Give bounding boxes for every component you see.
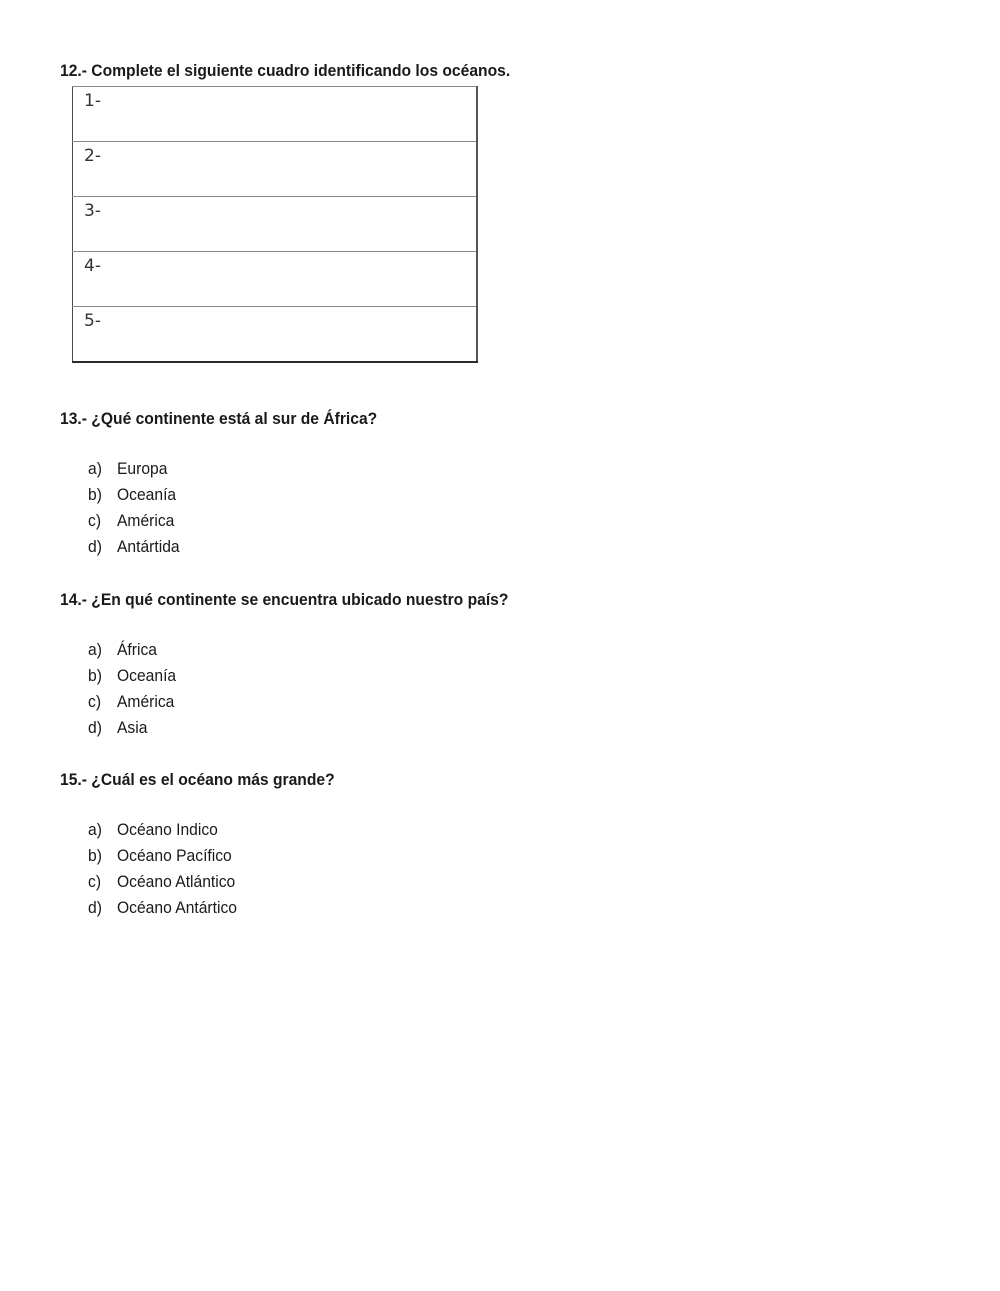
table-row bbox=[73, 197, 478, 252]
option-c[interactable] bbox=[88, 689, 181, 715]
option-text: Oceanía bbox=[117, 666, 177, 685]
answer-cell-4[interactable]: 4- bbox=[73, 252, 478, 307]
option-c[interactable] bbox=[88, 508, 185, 534]
answer-cell-3[interactable]: 3- bbox=[73, 197, 478, 252]
option-letter: b) bbox=[88, 846, 102, 865]
option-letter: a) bbox=[88, 640, 102, 659]
option-letter: b) bbox=[88, 666, 102, 685]
option-letter: c) bbox=[88, 511, 102, 530]
option-letter: d) bbox=[88, 537, 102, 556]
option-letter: c) bbox=[88, 872, 102, 891]
option-b[interactable] bbox=[88, 843, 247, 869]
option-text: África bbox=[117, 640, 157, 659]
answer-cell-2[interactable]: 2- bbox=[73, 142, 478, 197]
option-d[interactable] bbox=[88, 895, 247, 921]
option-c[interactable] bbox=[88, 869, 247, 895]
option-text: Océano Indico bbox=[117, 820, 218, 839]
table-row bbox=[73, 87, 478, 142]
option-letter: c) bbox=[88, 692, 102, 711]
option-letter: a) bbox=[88, 459, 102, 478]
option-letter: b) bbox=[88, 485, 102, 504]
option-b[interactable] bbox=[88, 663, 181, 689]
option-text: Océano Atlántico bbox=[117, 872, 236, 891]
option-letter: d) bbox=[88, 898, 102, 917]
table-row bbox=[73, 252, 478, 307]
question-13-title: 13.- ¿Qué continente está al sur de África? bbox=[60, 409, 378, 428]
option-b[interactable] bbox=[88, 482, 185, 508]
question-15-options bbox=[88, 817, 247, 921]
option-text: Asia bbox=[117, 718, 148, 737]
answer-cell-1[interactable]: 1- bbox=[73, 87, 478, 142]
option-text: Océano Pacífico bbox=[117, 846, 232, 865]
option-text: Europa bbox=[117, 459, 168, 478]
question-15-title: 15.- ¿Cuál es el océano más grande? bbox=[60, 770, 335, 789]
option-d[interactable] bbox=[88, 715, 181, 741]
question-14-options bbox=[88, 637, 181, 741]
question-12-title: 12.- Complete el siguiente cuadro identificando los océanos. bbox=[60, 61, 511, 80]
question-14-title: 14.- ¿En qué continente se encuentra ubicado nuestro país? bbox=[60, 590, 509, 609]
answer-cell-5[interactable]: 5- bbox=[84, 311, 101, 331]
option-text: Océano Antártico bbox=[117, 898, 237, 917]
option-letter: a) bbox=[88, 820, 102, 839]
option-text: Oceanía bbox=[117, 485, 177, 504]
option-a[interactable] bbox=[88, 817, 247, 843]
option-letter: d) bbox=[88, 718, 102, 737]
question-13-options bbox=[88, 456, 185, 560]
option-text: América bbox=[117, 511, 175, 530]
table-row bbox=[73, 307, 478, 363]
option-a[interactable] bbox=[88, 456, 185, 482]
option-text: Antártida bbox=[117, 537, 180, 556]
option-text: América bbox=[117, 692, 175, 711]
table-row bbox=[73, 142, 478, 197]
option-d[interactable] bbox=[88, 534, 185, 560]
option-a[interactable] bbox=[88, 637, 181, 663]
ocean-answer-table bbox=[72, 86, 478, 363]
